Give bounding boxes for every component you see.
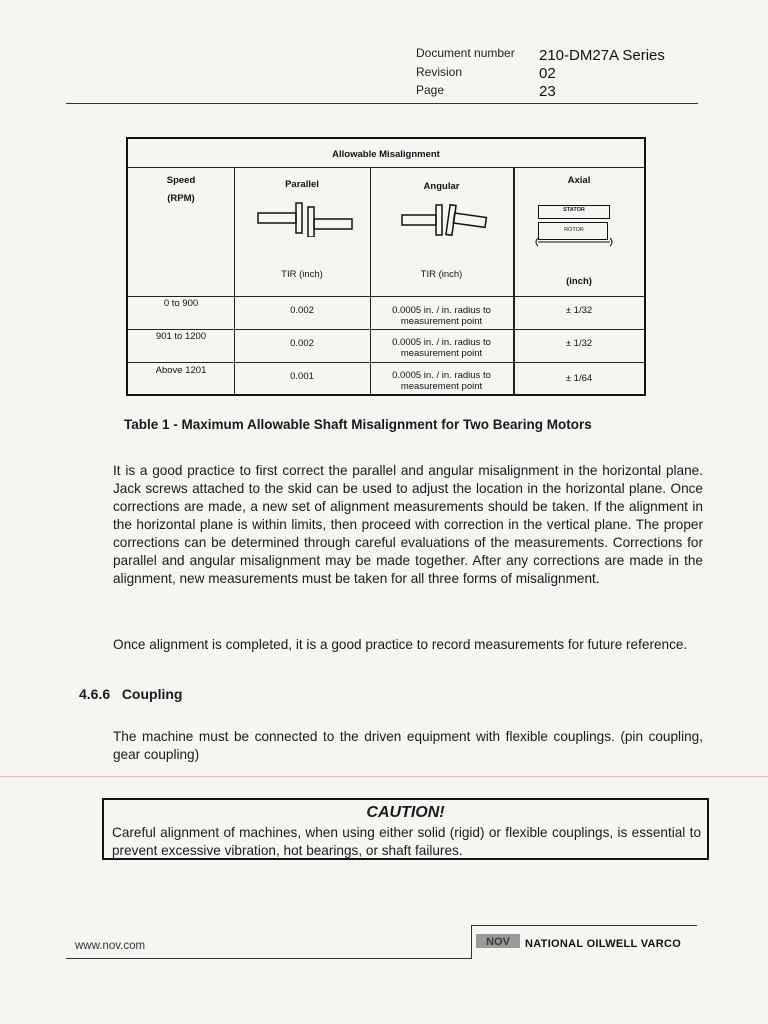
angular-cell: 0.0005 in. / in. radius to bbox=[392, 305, 491, 316]
parallel-cell: 0.002 bbox=[290, 338, 314, 349]
doc-number-label: Document number bbox=[416, 46, 515, 60]
speed-cell: 0 to 900 bbox=[163, 298, 199, 309]
revision-value: 02 bbox=[539, 65, 556, 82]
col-parallel-header: Parallel bbox=[285, 179, 319, 190]
table-divider bbox=[128, 296, 644, 297]
footer-brand: NATIONAL OILWELL VARCO bbox=[525, 938, 682, 950]
footer-divider bbox=[471, 925, 472, 958]
paragraph-record-measurements: Once alignment is completed, it is a good practice to record measurements for future reference. bbox=[113, 637, 688, 652]
parallel-cell: 0.001 bbox=[290, 371, 314, 382]
angular-cell-2: measurement point bbox=[400, 381, 483, 392]
axial-cell: ± 1/32 bbox=[565, 305, 593, 316]
paragraph-alignment-practice: It is a good practice to first correct the parallel and angular misalignment in the horizontal plane. Jack screws attached to the skid can be used to adjust the location in the horizontal plane. Once corrections are made, a new set of alignment measurements should be taken. If the alignment in the horizontal plane is within limits, then proceed with correction in the vertical plane. The proper corrections can be determined through careful evaluations of the measurements. Corrections for parallel and angular misalignment may be made together. After any corrections are made in the alignment, new measurements must be taken for all three forms of misalignment. bbox=[113, 463, 703, 586]
col-axial-header: Axial bbox=[567, 175, 591, 186]
caution-text: Careful alignment of machines, when using either solid (rigid) or flexible couplings, is essential to prevent excessive vibration, hot bearings, or shaft failures. bbox=[112, 825, 701, 858]
scan-artifact-line bbox=[0, 776, 768, 777]
revision-label: Revision bbox=[416, 65, 463, 79]
paragraph-coupling: The machine must be connected to the driven equipment with flexible couplings. (pin coupling, gear coupling) bbox=[113, 729, 703, 762]
svg-text:NOV: NOV bbox=[486, 936, 510, 948]
footer-url: www.nov.com bbox=[75, 940, 146, 952]
table-caption: Table 1 - Maximum Allowable Shaft Misalignment for Two Bearing Motors bbox=[124, 417, 592, 432]
caution-box bbox=[102, 798, 709, 860]
page-value: 23 bbox=[539, 83, 556, 100]
section-heading bbox=[79, 686, 182, 702]
doc-number-value: 210-DM27A Series bbox=[539, 47, 665, 64]
col-speed-header: Speed bbox=[166, 175, 196, 186]
table-divider bbox=[128, 362, 644, 363]
axial-cell: ± 1/64 bbox=[565, 373, 593, 384]
shaft-break-icon bbox=[532, 237, 616, 247]
parallel-misalignment-diagram bbox=[256, 201, 356, 237]
table-divider bbox=[128, 167, 644, 168]
axial-cell: ± 1/32 bbox=[565, 338, 593, 349]
nov-logo-icon bbox=[476, 932, 520, 950]
angular-cell: 0.0005 in. / in. radius to bbox=[392, 337, 491, 348]
table-divider bbox=[370, 167, 371, 394]
header-rule bbox=[66, 103, 698, 104]
angular-misalignment-diagram bbox=[400, 201, 490, 237]
stator-label: STATOR bbox=[563, 207, 585, 213]
speed-cell: Above 1201 bbox=[155, 365, 207, 376]
axial-misalignment-diagram bbox=[538, 205, 610, 245]
page-label: Page bbox=[416, 83, 445, 97]
angular-cell-2: measurement point bbox=[400, 348, 483, 359]
misalignment-table bbox=[126, 137, 646, 396]
table-divider bbox=[234, 167, 235, 394]
col-angular-header: Angular bbox=[423, 181, 460, 192]
angular-cell: 0.0005 in. / in. radius to bbox=[392, 370, 491, 381]
footer-rule-top bbox=[472, 925, 697, 926]
speed-cell: 901 to 1200 bbox=[155, 331, 207, 342]
section-number: 4.6.6 bbox=[79, 686, 111, 702]
parallel-cell: 0.002 bbox=[290, 305, 314, 316]
angular-unit: TIR (inch) bbox=[420, 269, 463, 280]
rotor-label: ROTOR bbox=[564, 227, 584, 233]
axial-unit: (inch) bbox=[566, 276, 592, 287]
angular-cell-2: measurement point bbox=[400, 316, 483, 327]
caution-title: CAUTION! bbox=[366, 804, 445, 821]
table-divider bbox=[128, 329, 644, 330]
parallel-unit: TIR (inch) bbox=[281, 269, 323, 280]
col-speed-unit: (RPM) bbox=[167, 193, 195, 204]
section-title: Coupling bbox=[121, 686, 183, 702]
table-title: Allowable Misalignment bbox=[332, 149, 440, 160]
footer-rule-bottom bbox=[66, 958, 472, 959]
